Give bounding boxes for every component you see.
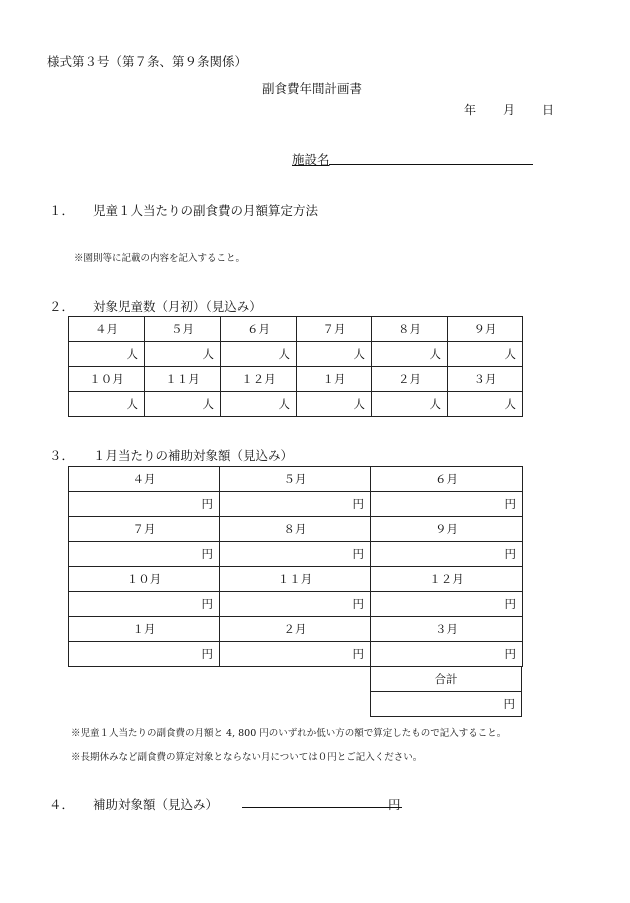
children-input-cell[interactable]: 人 [372,392,448,417]
children-input-cell[interactable]: 人 [448,342,523,367]
section-4-heading [49,795,218,813]
children-input-cell[interactable]: 人 [297,342,372,367]
table-row [69,567,523,592]
total-input-cell[interactable]: 円 [371,692,522,717]
month-header: ５月 [220,467,371,492]
month-header: ８月 [372,317,448,342]
children-input-cell[interactable]: 人 [221,342,297,367]
section-3-title: １月当たりの補助対象額（見込み） [93,448,294,463]
amount-input-cell[interactable]: 円 [371,492,523,517]
children-input-cell[interactable]: 人 [297,392,372,417]
amount-input-cell[interactable]: 円 [220,642,371,667]
children-input-cell[interactable]: 人 [145,392,221,417]
subsidy-amount-field[interactable] [242,807,402,808]
section-1-note: ※園則等に記載の内容を記入すること。 [74,253,246,264]
month-header: ９月 [371,517,523,542]
form-number: 様式第３号（第７条、第９条関係） [47,54,248,69]
total-label: 合計 [371,667,522,692]
children-input-cell[interactable]: 人 [221,392,297,417]
amount-input-cell[interactable]: 円 [69,642,220,667]
month-header: １２月 [371,567,523,592]
month-header: ４月 [69,467,220,492]
month-header: １月 [297,367,372,392]
month-header: １１月 [145,367,221,392]
facility-label: 施設名 [292,152,330,167]
facility-underline [329,164,533,165]
month-header: ９月 [448,317,523,342]
children-input-cell[interactable]: 人 [448,392,523,417]
subsidy-amount-table [68,466,523,667]
amount-input-cell[interactable]: 円 [69,492,220,517]
month-header: ６月 [371,467,523,492]
children-input-cell[interactable]: 人 [372,342,448,367]
table-row [371,667,522,692]
table-row [69,467,523,492]
table-row [69,367,523,392]
children-count-table [68,316,523,417]
month-header: １月 [69,617,220,642]
month-header: ７月 [297,317,372,342]
date-month-label: 月 [503,103,516,117]
month-header: ４月 [69,317,145,342]
table-row [69,492,523,517]
amount-input-cell[interactable]: 円 [220,542,371,567]
section-3-heading [49,446,293,464]
section-2-number: ２． [49,299,75,314]
children-input-cell[interactable]: 人 [145,342,221,367]
section-3-note-2: ※長期休みなど副食費の算定対象とならない月については０円とご記入ください。 [71,752,423,763]
amount-input-cell[interactable]: 円 [69,592,220,617]
table-row [69,392,523,417]
section-1-number: １． [49,203,75,218]
amount-input-cell[interactable]: 円 [371,542,523,567]
table-row [69,592,523,617]
table-row [69,517,523,542]
amount-input-cell[interactable]: 円 [371,642,523,667]
month-header: ３月 [448,367,523,392]
month-header: ２月 [220,617,371,642]
month-header: ８月 [220,517,371,542]
date-field [464,101,554,118]
section-4-title: 補助対象額（見込み） [93,797,219,812]
month-header: ７月 [69,517,220,542]
table-row [371,692,522,717]
month-header: １０月 [69,367,145,392]
subsidy-amount-unit: 円 [388,797,401,812]
table-row [69,317,523,342]
document-title: 副食費年間計画書 [262,81,363,96]
section-1-heading [49,201,318,219]
amount-input-cell[interactable]: 円 [69,542,220,567]
table-row [69,542,523,567]
month-header: １０月 [69,567,220,592]
date-day-label: 日 [542,103,555,117]
date-year-label: 年 [464,103,477,117]
section-1-title: 児童１人当たりの副食費の月額算定方法 [93,203,319,218]
section-4-number: ４． [49,797,75,812]
amount-input-cell[interactable]: 円 [371,592,523,617]
facility-name-field[interactable] [292,150,330,168]
month-header: １２月 [221,367,297,392]
table-row [69,617,523,642]
month-header: １１月 [220,567,371,592]
total-table [370,666,522,717]
month-header: ３月 [371,617,523,642]
section-3-note-1: ※児童１人当たりの副食費の月額と 4, 800 円のいずれか低い方の額で算定したもので記入すること。 [71,728,507,739]
month-header: ５月 [145,317,221,342]
children-input-cell[interactable]: 人 [69,392,145,417]
amount-input-cell[interactable]: 円 [220,592,371,617]
amount-input-cell[interactable]: 円 [220,492,371,517]
section-2-heading [49,297,262,315]
month-header: ２月 [372,367,448,392]
table-row [69,342,523,367]
children-input-cell[interactable]: 人 [69,342,145,367]
table-row [69,642,523,667]
section-3-number: ３． [49,448,75,463]
section-2-title: 対象児童数（月初）（見込み） [93,299,262,314]
month-header: ６月 [221,317,297,342]
